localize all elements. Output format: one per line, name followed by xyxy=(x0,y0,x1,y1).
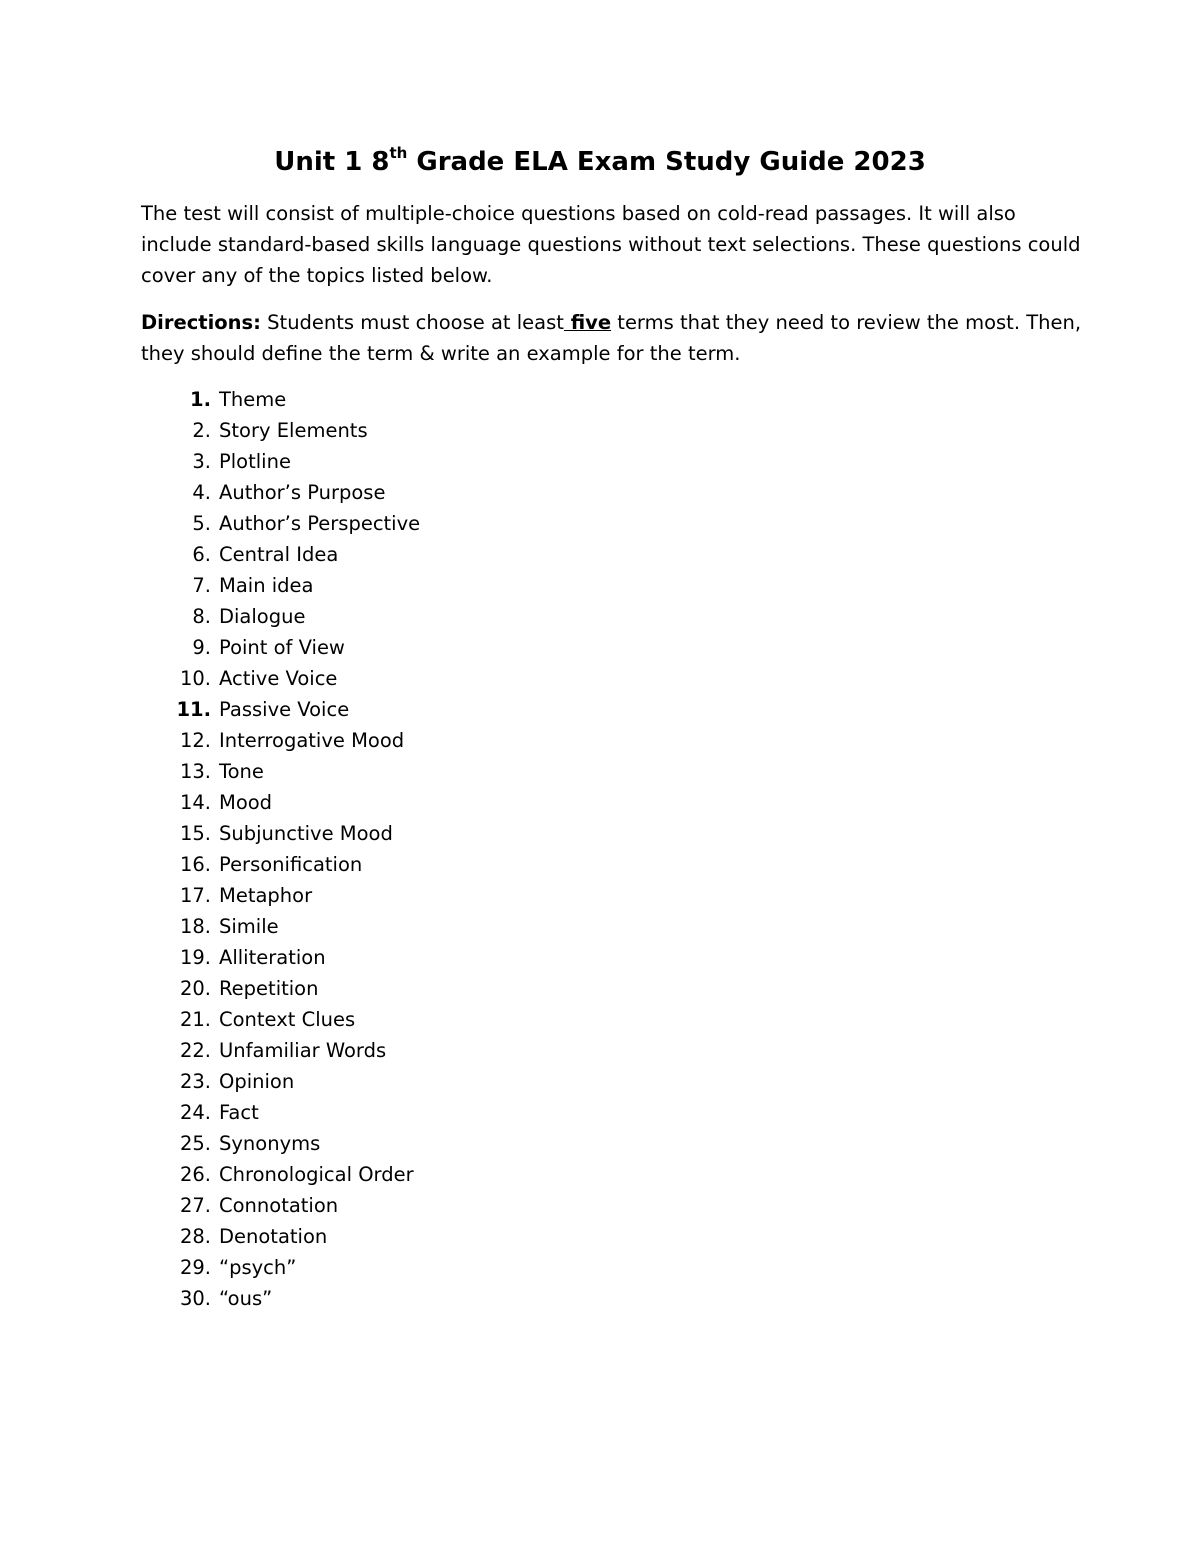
list-item-number: 8. xyxy=(192,605,211,628)
list-item-label: Tone xyxy=(219,760,264,783)
list-item-label: Interrogative Mood xyxy=(219,729,405,752)
list-item xyxy=(140,632,420,663)
list-item xyxy=(140,446,420,477)
list-item xyxy=(140,384,420,415)
list-item-gap xyxy=(211,1283,219,1314)
list-item-gap xyxy=(211,477,219,508)
list-item-gap xyxy=(211,1221,219,1252)
list-item-number: 6. xyxy=(192,543,211,566)
directions-line xyxy=(141,307,1082,338)
list-item xyxy=(140,570,420,601)
list-item-gap xyxy=(211,787,219,818)
list-item-label: Plotline xyxy=(219,450,291,473)
list-item-gap xyxy=(211,601,219,632)
list-item xyxy=(140,601,420,632)
list-item-gap xyxy=(211,911,219,942)
list-item xyxy=(140,787,420,818)
list-item xyxy=(140,1097,420,1128)
intro-line: include standard-based skills language questions without text selections. These questions could xyxy=(141,233,1081,256)
list-item xyxy=(140,1190,420,1221)
list-item xyxy=(140,1066,420,1097)
list-item-label: Main idea xyxy=(219,574,314,597)
list-item-number: 28. xyxy=(179,1225,211,1248)
list-item-label: Chronological Order xyxy=(219,1163,414,1186)
list-item-label: Theme xyxy=(219,388,287,411)
list-item xyxy=(140,1252,420,1283)
list-item-label: Fact xyxy=(219,1101,259,1124)
title-suffix: Grade ELA Exam Study Guide 2023 xyxy=(407,147,926,177)
list-item-label: Passive Voice xyxy=(219,698,350,721)
list-item-gap xyxy=(211,663,219,694)
list-item xyxy=(140,880,420,911)
list-item-gap xyxy=(211,384,219,415)
list-item-label: Personification xyxy=(219,853,363,876)
list-item-gap xyxy=(211,570,219,601)
list-item-number: 18. xyxy=(179,915,211,938)
list-item-gap xyxy=(211,446,219,477)
list-item-number: 12. xyxy=(179,729,211,752)
list-item xyxy=(140,1221,420,1252)
list-item-label: Unfamiliar Words xyxy=(219,1039,387,1062)
list-item-number: 17. xyxy=(179,884,211,907)
list-item xyxy=(140,756,420,787)
directions-text-after: terms that they need to review the most. Then, xyxy=(611,311,1082,334)
list-item-label: Connotation xyxy=(219,1194,339,1217)
list-item-gap xyxy=(211,1004,219,1035)
list-item-gap xyxy=(211,632,219,663)
list-item-number: 14. xyxy=(179,791,211,814)
page-title xyxy=(0,140,1200,187)
list-item-label: Point of View xyxy=(219,636,345,659)
list-item-number: 25. xyxy=(179,1132,211,1155)
list-item xyxy=(140,942,420,973)
list-item xyxy=(140,663,420,694)
list-item-number: 15. xyxy=(179,822,211,845)
list-item-gap xyxy=(211,1066,219,1097)
list-item xyxy=(140,1159,420,1190)
list-item-gap xyxy=(211,1190,219,1221)
list-item xyxy=(140,725,420,756)
list-item-gap xyxy=(211,508,219,539)
list-item xyxy=(140,1283,420,1314)
list-item-gap xyxy=(211,973,219,1004)
list-item-gap xyxy=(211,849,219,880)
list-item xyxy=(140,415,420,446)
list-item-gap xyxy=(211,725,219,756)
list-item xyxy=(140,694,420,725)
intro-paragraph xyxy=(141,198,1081,291)
list-item-label: Alliteration xyxy=(219,946,326,969)
list-item xyxy=(140,508,420,539)
list-item-number: 11. xyxy=(176,698,211,721)
directions-paragraph xyxy=(141,307,1082,369)
list-item-number: 24. xyxy=(179,1101,211,1124)
list-item-number: 23. xyxy=(179,1070,211,1093)
intro-line: The test will consist of multiple-choice questions based on cold-read passages. It will also xyxy=(141,202,1016,225)
list-item-gap xyxy=(211,1159,219,1190)
list-item-number: 4. xyxy=(192,481,211,504)
list-item-label: Story Elements xyxy=(219,419,368,442)
list-item-number: 30. xyxy=(179,1287,211,1310)
list-item-gap xyxy=(211,694,219,725)
directions-label: Directions: xyxy=(141,311,261,334)
title-prefix: Unit 1 8 xyxy=(274,147,390,177)
list-item xyxy=(140,1128,420,1159)
title-superscript: th xyxy=(389,144,408,162)
list-item-number: 3. xyxy=(192,450,211,473)
list-item-number: 19. xyxy=(179,946,211,969)
list-item-number: 13. xyxy=(179,760,211,783)
list-item-gap xyxy=(211,1097,219,1128)
list-item-number: 5. xyxy=(192,512,211,535)
list-item-label: Active Voice xyxy=(219,667,338,690)
list-item xyxy=(140,1004,420,1035)
list-item-gap xyxy=(211,818,219,849)
list-item-number: 2. xyxy=(192,419,211,442)
list-item-label: Mood xyxy=(219,791,273,814)
list-item xyxy=(140,973,420,1004)
list-item-gap xyxy=(211,1252,219,1283)
list-item-number: 29. xyxy=(179,1256,211,1279)
list-item-number: 16. xyxy=(179,853,211,876)
list-item-label: Metaphor xyxy=(219,884,313,907)
list-item-label: Repetition xyxy=(219,977,319,1000)
directions-emphasis: five xyxy=(563,311,612,334)
list-item-number: 27. xyxy=(179,1194,211,1217)
list-item-gap xyxy=(211,756,219,787)
list-item-gap xyxy=(211,415,219,446)
intro-line: cover any of the topics listed below. xyxy=(141,264,493,287)
list-item xyxy=(140,911,420,942)
list-item-label: “ous” xyxy=(219,1287,273,1310)
list-item-number: 9. xyxy=(192,636,211,659)
list-item-label: Context Clues xyxy=(219,1008,356,1031)
list-item-gap xyxy=(211,942,219,973)
list-item-label: Synonyms xyxy=(219,1132,321,1155)
list-item-label: Author’s Purpose xyxy=(219,481,386,504)
list-item-label: Dialogue xyxy=(219,605,306,628)
list-item-number: 22. xyxy=(179,1039,211,1062)
list-item xyxy=(140,477,420,508)
list-item-label: Opinion xyxy=(219,1070,295,1093)
list-item xyxy=(140,818,420,849)
list-item-gap xyxy=(211,539,219,570)
directions-line-2: they should define the term & write an example for the term. xyxy=(141,342,741,365)
list-item xyxy=(140,849,420,880)
list-item-gap xyxy=(211,880,219,911)
list-item-label: Denotation xyxy=(219,1225,328,1248)
terms-list xyxy=(140,384,420,1314)
list-item-number: 10. xyxy=(179,667,211,690)
list-item-label: Author’s Perspective xyxy=(219,512,421,535)
list-item-label: Central Idea xyxy=(219,543,339,566)
directions-text-before: Students must choose at least xyxy=(260,311,564,334)
list-item-label: Subjunctive Mood xyxy=(219,822,393,845)
list-item-gap xyxy=(211,1035,219,1066)
list-item-number: 26. xyxy=(179,1163,211,1186)
list-item-number: 7. xyxy=(192,574,211,597)
list-item-label: Simile xyxy=(219,915,279,938)
list-item-number: 1. xyxy=(190,388,211,411)
list-item-label: “psych” xyxy=(219,1256,297,1279)
list-item-number: 20. xyxy=(179,977,211,1000)
list-item-gap xyxy=(211,1128,219,1159)
list-item xyxy=(140,539,420,570)
list-item-number: 21. xyxy=(179,1008,211,1031)
list-item xyxy=(140,1035,420,1066)
